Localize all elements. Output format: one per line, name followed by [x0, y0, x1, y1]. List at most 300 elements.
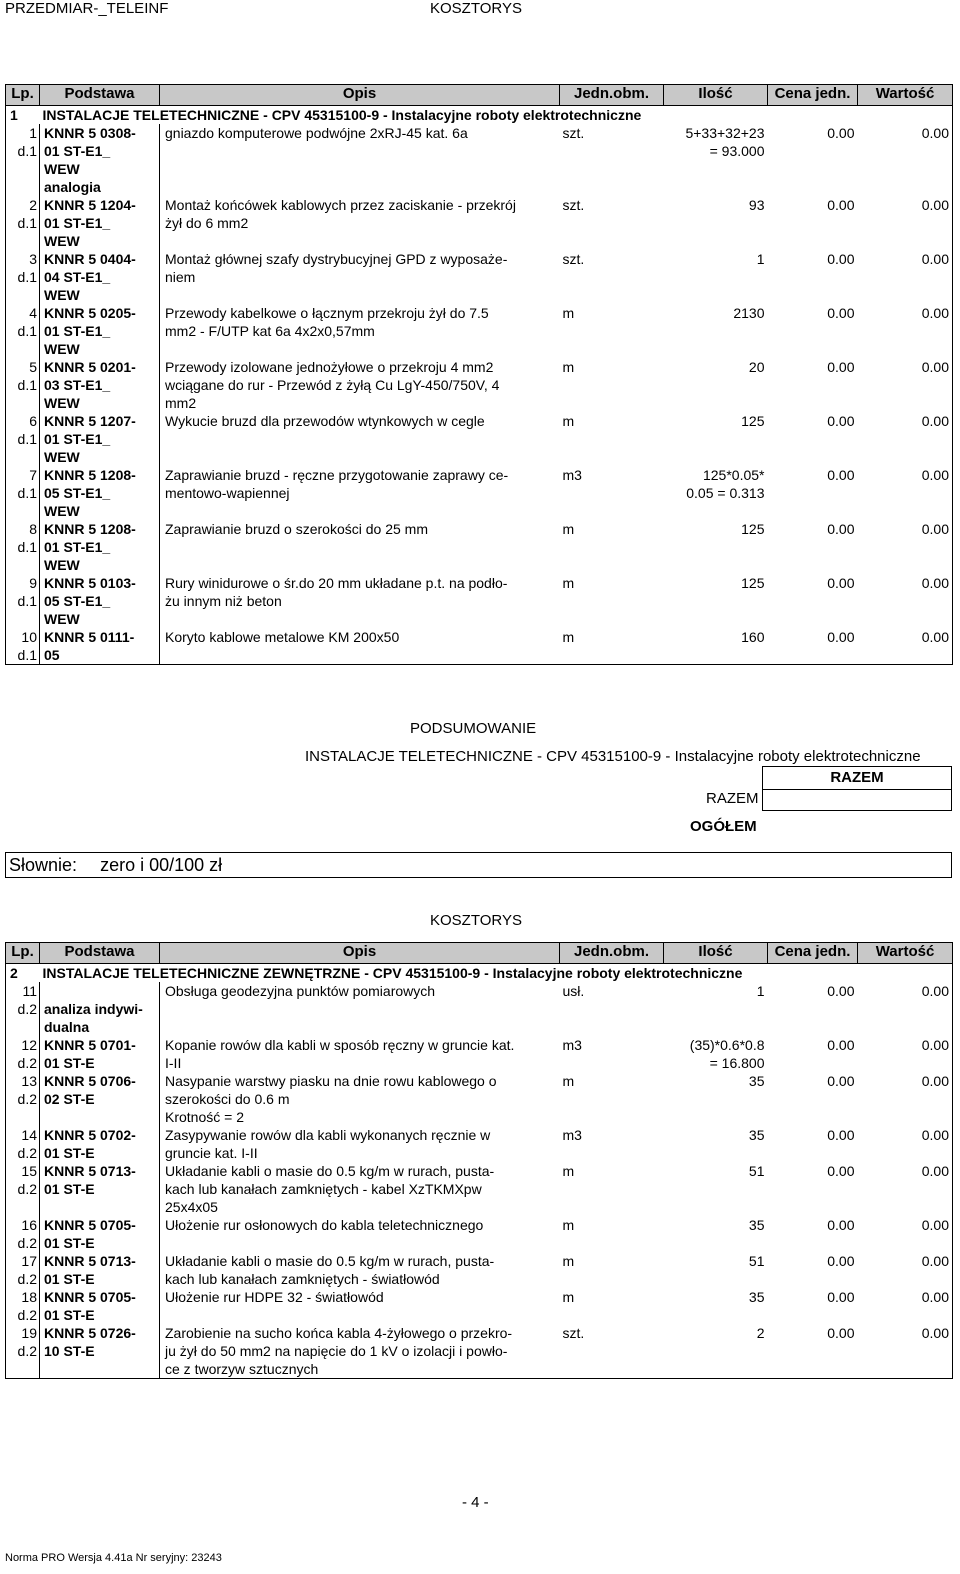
opis-line: mm2	[165, 395, 197, 411]
cell-opis	[160, 1324, 560, 1379]
opis-line: szerokości do 0.6 m	[165, 1091, 290, 1107]
slownie-label: Słownie:	[9, 855, 78, 875]
cell-ilosc	[664, 1324, 768, 1379]
podstawa-line: 01 ST-E1_	[44, 143, 111, 159]
ilosc-line: 0.05 = 0.313	[686, 485, 765, 501]
table-row	[6, 1216, 953, 1252]
ilosc-line: 51	[748, 1253, 765, 1269]
lp-line: 11	[22, 983, 37, 999]
column-header-wartosc: Wartość	[858, 85, 953, 106]
lp-line: d.1	[17, 377, 37, 393]
cell-ilosc	[664, 1072, 768, 1126]
table-row	[6, 1162, 953, 1216]
opis-line: Rury winidurowe o śr.do 20 mm układane p.t. na podło-	[165, 575, 508, 591]
podstawa-line: KNNR 5 0706-	[44, 1073, 136, 1089]
podstawa-line	[44, 982, 156, 1000]
cell-wartosc: 0.00	[858, 628, 953, 665]
lp-line: d.1	[17, 593, 37, 609]
cell-cena: 0.00	[827, 467, 855, 483]
cell-lp	[6, 1036, 40, 1072]
cell-wartosc: 0.00	[858, 124, 953, 196]
lp-line: d.2	[17, 1001, 37, 1017]
cell-ilosc	[664, 982, 768, 1036]
column-header-lp: Lp.	[6, 85, 40, 106]
lp-line: d.1	[17, 647, 37, 663]
opis-line: gniazdo komputerowe podwójne 2xRJ-45 kat. 6a	[165, 125, 468, 141]
cell-jedn: m	[562, 1073, 575, 1089]
opis-line: Przewody kabelkowe o łącznym przekroju żył do 7.5	[165, 305, 489, 321]
section-number: 2	[6, 964, 40, 983]
cell-ilosc	[664, 1288, 768, 1324]
cell-opis	[160, 1036, 560, 1072]
column-header-jedn: Jedn.obm.	[560, 85, 664, 106]
cell-jedn: m	[562, 575, 575, 591]
lp-line: d.2	[17, 1235, 37, 1251]
column-header-ilosc: Ilość	[664, 85, 768, 106]
cell-cena: 0.00	[827, 1127, 855, 1143]
podstawa-line: KNNR 5 0111-	[44, 629, 135, 645]
table-row	[6, 1126, 953, 1162]
cell-jedn: m	[562, 1289, 575, 1305]
opis-line: niem	[165, 269, 196, 285]
lp-line: 1	[29, 125, 37, 141]
cell-podstawa	[40, 520, 160, 574]
opis-line: mentowo-wapiennej	[165, 485, 290, 501]
opis-line: Kopanie rowów dla kabli w sposób ręczny w gruncie kat.	[165, 1037, 515, 1053]
section-title: INSTALACJE TELETECHNICZNE - CPV 45315100-9 - Instalacyjne roboty elektrotechniczne	[40, 106, 953, 125]
table-row	[6, 574, 953, 628]
cell-lp	[6, 1072, 40, 1126]
cell-wartosc: 0.00	[858, 574, 953, 628]
cell-ilosc	[664, 358, 768, 412]
cell-ilosc	[664, 1036, 768, 1072]
podstawa-line: analogia	[44, 179, 101, 195]
cell-jedn: m	[562, 1163, 575, 1179]
cell-lp	[6, 124, 40, 196]
cell-lp	[6, 304, 40, 358]
cell-wartosc: 0.00	[858, 412, 953, 466]
podstawa-line: WEW	[44, 161, 80, 177]
opis-line: Nasypanie warstwy piasku na dnie rowu kablowego o	[165, 1073, 497, 1089]
podstawa-line: dualna	[44, 1019, 90, 1035]
column-header-jedn: Jedn.obm.	[560, 943, 664, 964]
cell-opis	[160, 1072, 560, 1126]
column-header-cena: Cena jedn.	[768, 85, 858, 106]
podstawa-line: 01 ST-E1_	[44, 323, 111, 339]
cell-lp	[6, 466, 40, 520]
lp-line: d.2	[17, 1181, 37, 1197]
ilosc-line: 93	[748, 197, 765, 213]
cell-wartosc: 0.00	[858, 250, 953, 304]
cell-lp	[6, 250, 40, 304]
slownie-value: zero i 00/100 zł	[100, 855, 223, 875]
cell-opis	[160, 1162, 560, 1216]
opis-line: Ułożenie rur HDPE 32 - światłowód	[165, 1289, 384, 1305]
cell-podstawa	[40, 628, 160, 665]
cell-podstawa	[40, 412, 160, 466]
lp-line: 13	[21, 1073, 37, 1089]
lp-line: 14	[21, 1127, 37, 1143]
cell-wartosc: 0.00	[858, 1126, 953, 1162]
ogolem-label: OGÓŁEM	[690, 818, 757, 835]
opis-line: Układanie kabli o masie do 0.5 kg/m w rurach, pusta-	[165, 1163, 495, 1179]
podstawa-line: WEW	[44, 287, 80, 303]
podstawa-line: 10 ST-E	[44, 1343, 95, 1359]
section-row	[6, 106, 953, 125]
lp-line: 6	[29, 413, 37, 429]
cell-cena: 0.00	[827, 1163, 855, 1179]
cell-ilosc	[664, 574, 768, 628]
podstawa-line: KNNR 5 0308-	[44, 125, 136, 141]
lp-line: d.1	[17, 215, 37, 231]
cell-opis	[160, 520, 560, 574]
cell-cena: 0.00	[827, 575, 855, 591]
ilosc-line: 35	[748, 1073, 765, 1089]
cell-lp	[6, 628, 40, 665]
page-number: - 4 -	[462, 1494, 489, 1511]
cell-cena: 0.00	[827, 125, 855, 141]
cell-wartosc: 0.00	[858, 1072, 953, 1126]
podstawa-line: 01 ST-E1_	[44, 539, 111, 555]
ilosc-line: = 16.800	[709, 1055, 765, 1071]
cell-opis	[160, 628, 560, 665]
cell-ilosc	[664, 1252, 768, 1288]
podstawa-line: WEW	[44, 557, 80, 573]
table-row	[6, 358, 953, 412]
podstawa-line: 05	[44, 647, 60, 663]
lp-line: d.2	[17, 1343, 37, 1359]
summary-title: PODSUMOWANIE	[410, 720, 537, 737]
cell-lp	[6, 574, 40, 628]
table-row	[6, 1036, 953, 1072]
opis-line: wciągane do rur - Przewód z żyłą Cu LgY-450/750V, 4	[165, 377, 500, 393]
cell-wartosc: 0.00	[858, 520, 953, 574]
cell-wartosc: 0.00	[858, 196, 953, 250]
opis-line: mm2 - F/UTP kat 6a 4x2x0,57mm	[165, 323, 375, 339]
podstawa-line: KNNR 5 0726-	[44, 1325, 136, 1341]
cell-jedn: m	[562, 521, 575, 537]
ilosc-line: = 93.000	[709, 143, 765, 159]
kosztorys-title-2: KOSZTORYS	[430, 912, 522, 929]
cell-ilosc	[664, 1216, 768, 1252]
podstawa-line: 01 ST-E1_	[44, 215, 111, 231]
cell-cena: 0.00	[768, 628, 858, 665]
opis-line: Układanie kabli o masie do 0.5 kg/m w rurach, pusta-	[165, 1253, 495, 1269]
cell-lp	[6, 1324, 40, 1379]
lp-line: 17	[21, 1253, 37, 1269]
cell-ilosc	[664, 196, 768, 250]
razem-value-cell	[762, 789, 952, 811]
ilosc-line: 125	[741, 413, 765, 429]
podstawa-line: KNNR 5 0713-	[44, 1163, 136, 1179]
column-header-podstawa: Podstawa	[40, 85, 160, 106]
lp-line: 16	[21, 1217, 37, 1233]
cell-ilosc	[664, 304, 768, 358]
podstawa-line: KNNR 5 0205-	[44, 305, 136, 321]
cell-podstawa	[40, 1252, 160, 1288]
opis-line: Zaprawianie bruzd - ręczne przygotowanie zaprawy ce-	[165, 467, 509, 483]
lp-line: 19	[21, 1325, 37, 1341]
cell-jedn: m	[562, 305, 575, 321]
cell-ilosc	[664, 628, 768, 665]
razem-label: RAZEM	[706, 790, 759, 807]
ilosc-line: 160	[741, 629, 765, 645]
cell-opis	[160, 574, 560, 628]
podstawa-line: KNNR 5 1204-	[44, 197, 136, 213]
ilosc-line: 5+33+32+23	[685, 125, 765, 141]
cell-jedn: szt.	[562, 197, 585, 213]
opis-line: żu innym niż beton	[165, 593, 282, 609]
cell-cena: 0.00	[827, 983, 855, 999]
lp-line: d.2	[17, 1271, 37, 1287]
lp-line: 12	[21, 1037, 37, 1053]
cell-ilosc	[664, 250, 768, 304]
cell-podstawa	[40, 304, 160, 358]
podstawa-line: 02 ST-E	[44, 1091, 95, 1107]
table-header-row	[6, 943, 953, 964]
cell-podstawa	[40, 466, 160, 520]
podstawa-line: WEW	[44, 611, 80, 627]
cell-opis	[160, 412, 560, 466]
podstawa-line: WEW	[44, 395, 80, 411]
cell-wartosc: 0.00	[858, 1036, 953, 1072]
podstawa-line: KNNR 5 0705-	[44, 1289, 136, 1305]
cell-jedn: usł.	[562, 983, 585, 999]
podstawa-line: analiza indywi-	[44, 1001, 143, 1017]
table-row	[6, 124, 953, 196]
cell-podstawa	[40, 1162, 160, 1216]
cell-podstawa	[40, 982, 160, 1036]
cell-ilosc	[664, 1162, 768, 1216]
cell-jedn: szt.	[562, 125, 585, 141]
section-title: INSTALACJE TELETECHNICZNE ZEWNĘTRZNE - CPV 45315100-9 - Instalacyjne roboty elektrotechniczne	[40, 964, 953, 983]
lp-line: d.1	[17, 539, 37, 555]
table-row	[6, 1072, 953, 1126]
table-row	[6, 466, 953, 520]
cell-jedn: m	[560, 628, 664, 665]
cell-wartosc: 0.00	[858, 466, 953, 520]
ilosc-line: 125	[741, 575, 765, 591]
ilosc-line: 35	[748, 1127, 765, 1143]
lp-line: d.2	[17, 1091, 37, 1107]
cell-lp	[6, 1288, 40, 1324]
lp-line: 8	[29, 521, 37, 537]
cell-cena: 0.00	[827, 521, 855, 537]
cell-opis	[160, 982, 560, 1036]
cell-cena: 0.00	[827, 251, 855, 267]
cell-wartosc: 0.00	[858, 304, 953, 358]
lp-line: d.2	[17, 1145, 37, 1161]
cell-ilosc	[664, 412, 768, 466]
cell-opis	[160, 1126, 560, 1162]
cell-podstawa	[40, 250, 160, 304]
opis-line: Zasypywanie rowów dla kabli wykonanych ręcznie w	[165, 1127, 491, 1143]
opis-line: kach lub kanałach zamkniętych - światłowód	[165, 1271, 440, 1287]
cell-podstawa	[40, 1216, 160, 1252]
cell-lp	[6, 1126, 40, 1162]
podstawa-line: 01 ST-E	[44, 1055, 95, 1071]
cell-jedn: m3	[562, 1127, 582, 1143]
ilosc-line: (35)*0.6*0.8	[689, 1037, 765, 1053]
cell-cena: 0.00	[827, 1217, 855, 1233]
column-header-lp: Lp.	[6, 943, 40, 964]
section-number: 1	[6, 106, 40, 125]
opis-line: Montaż głównej szafy dystrybucyjnej GPD z wyposaże-	[165, 251, 508, 267]
footer-text: Norma PRO Wersja 4.41a Nr seryjny: 23243	[5, 1552, 222, 1564]
ilosc-line: 2	[756, 1325, 765, 1341]
cell-opis	[160, 196, 560, 250]
cell-podstawa	[40, 1126, 160, 1162]
podstawa-line: KNNR 5 0705-	[44, 1217, 136, 1233]
opis-line: Ułożenie rur osłonowych do kabla teletechnicznego	[165, 1217, 484, 1233]
cell-jedn: m	[562, 1253, 575, 1269]
podstawa-line: KNNR 5 1208-	[44, 521, 136, 537]
opis-line: Obsługa geodezyjna punktów pomiarowych	[165, 983, 436, 999]
cell-lp	[6, 982, 40, 1036]
ilosc-line: 125*0.05*	[702, 467, 765, 483]
opis-line: gruncie kat. I-II	[165, 1145, 258, 1161]
cell-opis	[160, 124, 560, 196]
cell-lp	[6, 520, 40, 574]
cell-lp	[6, 1252, 40, 1288]
cell-cena: 0.00	[827, 305, 855, 321]
table-row	[6, 304, 953, 358]
ilosc-line: 1	[756, 251, 765, 267]
cell-ilosc	[664, 520, 768, 574]
column-header-cena: Cena jedn.	[768, 943, 858, 964]
lp-line: d.2	[17, 1055, 37, 1071]
lp-line: 2	[29, 197, 37, 213]
podstawa-line: 05 ST-E1_	[44, 485, 111, 501]
cell-opis	[160, 466, 560, 520]
cell-jedn: szt.	[562, 251, 585, 267]
cell-opis	[160, 358, 560, 412]
ilosc-line: 51	[748, 1163, 765, 1179]
podstawa-line: KNNR 5 0702-	[44, 1127, 136, 1143]
opis-line: Wykucie bruzd dla przewodów wtynkowych w cegle	[165, 413, 485, 429]
table-row	[6, 196, 953, 250]
document-name: PRZEDMIAR-_TELEINF	[5, 0, 169, 17]
lp-line: d.2	[17, 1307, 37, 1323]
cell-podstawa	[40, 358, 160, 412]
cell-cena: 0.00	[827, 1037, 855, 1053]
cell-wartosc: 0.00	[858, 1252, 953, 1288]
podstawa-line: 01 ST-E	[44, 1181, 95, 1197]
cell-podstawa	[40, 1036, 160, 1072]
column-header-ilosc: Ilość	[664, 943, 768, 964]
table-row	[6, 982, 953, 1036]
opis-line: Przewody izolowane jednożyłowe o przekroju 4 mm2	[165, 359, 494, 375]
ilosc-line: 20	[748, 359, 765, 375]
ilosc-line: 1	[756, 983, 765, 999]
column-header-wartosc: Wartość	[858, 943, 953, 964]
lp-line: d.1	[17, 431, 37, 447]
opis-line: Montaż końcówek kablowych przez zaciskanie - przekrój	[165, 197, 516, 213]
lp-line: 18	[21, 1289, 37, 1305]
podstawa-line: KNNR 5 0713-	[44, 1253, 136, 1269]
cell-cena: 0.00	[827, 359, 855, 375]
table-row	[6, 412, 953, 466]
ilosc-line: 125	[741, 521, 765, 537]
cell-podstawa	[40, 574, 160, 628]
section-row	[6, 964, 953, 983]
cell-jedn: m	[562, 413, 575, 429]
kosztorys-table-2	[5, 942, 953, 1379]
podstawa-line: 01 ST-E	[44, 1145, 95, 1161]
podstawa-line: 04 ST-E1_	[44, 269, 111, 285]
podstawa-line: WEW	[44, 449, 80, 465]
column-header-opis: Opis	[160, 85, 560, 106]
cell-wartosc: 0.00	[858, 1162, 953, 1216]
cell-opis	[160, 250, 560, 304]
lp-line: 9	[29, 575, 37, 591]
lp-line: 4	[29, 305, 37, 321]
podstawa-line: KNNR 5 0404-	[44, 251, 136, 267]
cell-jedn: m	[562, 1217, 575, 1233]
opis-line: Zarobienie na sucho końca kabla 4-żyłowego o przekro-	[165, 1325, 513, 1341]
cell-cena: 0.00	[827, 197, 855, 213]
podstawa-line: 01 ST-E	[44, 1235, 95, 1251]
table-row	[6, 1288, 953, 1324]
cell-cena: 0.00	[768, 1324, 858, 1379]
cell-podstawa	[40, 1288, 160, 1324]
podstawa-line: KNNR 5 1207-	[44, 413, 136, 429]
podstawa-line: 03 ST-E1_	[44, 377, 111, 393]
cell-wartosc: 0.00	[858, 358, 953, 412]
lp-line: 5	[29, 359, 37, 375]
podstawa-line: WEW	[44, 341, 80, 357]
opis-line: ju żył do 50 mm2 na napięcie do 1 kV o izolacji i powło-	[165, 1343, 508, 1359]
cell-podstawa	[40, 124, 160, 196]
cell-wartosc: 0.00	[858, 982, 953, 1036]
summary-section-title: INSTALACJE TELETECHNICZNE - CPV 45315100-9 - Instalacyjne roboty elektrotechniczne	[305, 748, 921, 765]
cell-jedn: m	[562, 359, 575, 375]
table-row	[6, 250, 953, 304]
opis-line: kach lub kanałach zamkniętych - kabel XzTKMXpw	[165, 1181, 482, 1197]
cell-lp	[6, 412, 40, 466]
cell-cena: 0.00	[827, 1253, 855, 1269]
lp-line: 3	[29, 251, 37, 267]
cell-wartosc: 0.00	[858, 1288, 953, 1324]
lp-line: d.1	[17, 269, 37, 285]
razem-header: RAZEM	[762, 766, 952, 790]
podstawa-line: 01 ST-E	[44, 1307, 95, 1323]
cell-lp	[6, 358, 40, 412]
opis-line: żył do 6 mm2	[165, 215, 249, 231]
cell-cena: 0.00	[827, 1073, 855, 1089]
column-header-opis: Opis	[160, 943, 560, 964]
table-header-row	[6, 85, 953, 106]
cell-opis	[160, 304, 560, 358]
table-row	[6, 628, 953, 665]
cell-wartosc: 0.00	[858, 1324, 953, 1379]
ilosc-line: 2130	[733, 305, 765, 321]
cell-opis	[160, 1252, 560, 1288]
podstawa-line: 01 ST-E	[44, 1271, 95, 1287]
ilosc-line: 35	[748, 1289, 765, 1305]
podstawa-line: KNNR 5 0201-	[44, 359, 136, 375]
cell-cena: 0.00	[827, 413, 855, 429]
cell-opis	[160, 1288, 560, 1324]
lp-line: 10	[21, 629, 37, 645]
cell-ilosc	[664, 466, 768, 520]
lp-line: d.1	[17, 485, 37, 501]
table-row	[6, 1324, 953, 1379]
podstawa-line: WEW	[44, 503, 80, 519]
cell-lp	[6, 1216, 40, 1252]
podstawa-line: KNNR 5 1208-	[44, 467, 136, 483]
cell-podstawa	[40, 196, 160, 250]
